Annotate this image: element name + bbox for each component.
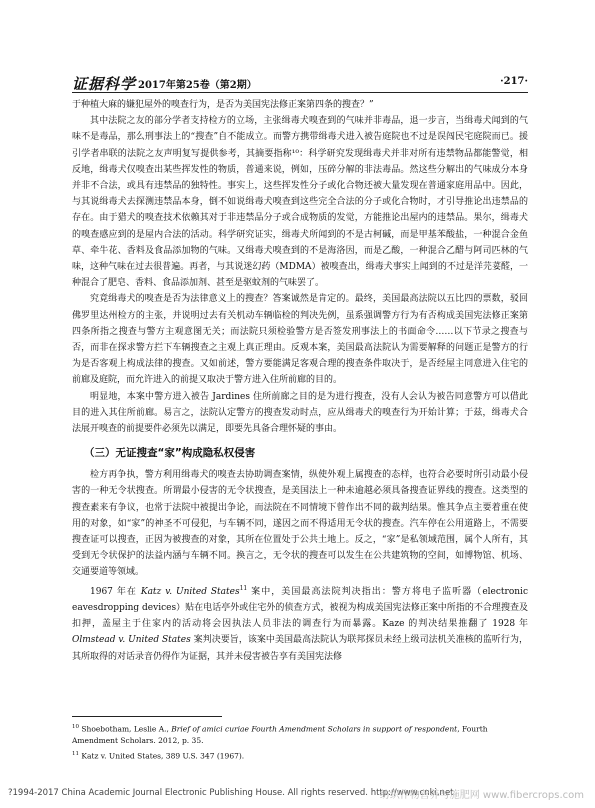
footnote bbox=[72, 722, 528, 747]
footnote-ref[interactable]: 11 bbox=[239, 584, 248, 592]
page-number: ·217· bbox=[500, 76, 528, 87]
paragraph: 于种植大麻的嫌犯屋外的嗅查行为，是否为美国宪法修正案第四条的搜查？” bbox=[72, 100, 374, 110]
copyright-line: ?1994-2017 China Academic Journal Electronic Publishing House. All rights reserved. http://www.cnki.net bbox=[8, 788, 454, 798]
footnote-number: 10 bbox=[72, 724, 79, 730]
katz-lead: 1967 年在 bbox=[90, 586, 141, 597]
journal-issue: 2017年第25卷（第2期） bbox=[138, 80, 257, 91]
section-heading: （三）无证搜查“家”构成隐私权侵害 bbox=[84, 447, 256, 460]
footnote bbox=[72, 749, 528, 762]
paragraph: 究竟缉毒犬的嗅查是否为法律意义上的搜查？答案诚然是肯定的。最终，美国最高法院以五比四的票数，驳回佛罗里达州检方的主张，并说明过去有关机动车辆临检的判决先例，虽系强调警方行为有否构成美国宪法修正案第四条所指之搜查与警方主观意图无关；而法院只须检验警方是否签发刑事法上的书面命令……以下节录之搜查与否，而非在探求警方拦下车辆搜查之主观上真正理由。反观本案，美国最高法院认为需要解释的问题正是警方的行为是否客观上构成法律的搜查。又如前述，警方要能满足客观合理的搜查条件取决于，是否经屋主同意进入住宅的前廊及庭院，而允许进入的前提又取决于警方进入住所前廊的目的。 bbox=[72, 294, 528, 386]
journal-logo: 证据科学 bbox=[72, 75, 137, 93]
watermark: 纺织作物营养与施肥网 www.fibercrops.com bbox=[379, 790, 584, 801]
footnote-number: 11 bbox=[72, 750, 79, 757]
footnote-text: Shoebotham, Leslie A., bbox=[79, 724, 172, 734]
header-rule bbox=[72, 92, 528, 93]
article-body bbox=[72, 97, 528, 665]
footnote-title: Brief of amici curiae Fourth Amendment Scholars in support of respondent bbox=[171, 724, 458, 734]
paragraph-katz bbox=[72, 581, 528, 665]
case-name: Olmstead v. United States bbox=[72, 635, 191, 646]
footnote-rule bbox=[72, 716, 222, 717]
katz-text-2: 案判决要旨，该案中美国最高法院认为联邦探员未经上级司法机关准核的监听行为，其所取得的对话录音仍得作为证据，其并未侵害被告享有美国宪法修 bbox=[72, 635, 528, 662]
footnote-text: , Fourth Amendment Scholars. 2012, p. 35. bbox=[72, 724, 488, 745]
page-header bbox=[72, 73, 528, 93]
paragraph: 检方再争执，警方利用缉毒犬的嗅查去协助调查案情，纵使外观上属搜查的态样，也符合必要时所引动最小侵害的一种无令状搜查。所谓最小侵害的无令状搜查，是美国法上一种未逾越必须具备搜查证界线的搜查。这类型的搜查素来有争议，也常于法院中被提出争论，而法院在不同情境下曾作出不同的裁判结果。惟其争点主要着重在使用的对象，如“家”的神圣不可侵犯，与车辆不同，遂因之而不得适用无令状的搜查。汽车停在公用道路上，不需要搜查证可以搜查，正因为被搜查的对象，其所在位置处于公共土地上。反之，“家”是私领域范围，属个人所有，其受到无令状保护的法益内涵与车辆不同。换言之，无令状的搜查可以发生在公共建筑物的空间，如博物馆、机场、交通要道等领域。 bbox=[72, 470, 528, 578]
footnote-text: Katz v. United States, 389 U.S. 347 (1967). bbox=[79, 751, 245, 760]
case-name: Katz v. United States bbox=[140, 586, 240, 597]
footnotes bbox=[72, 722, 528, 764]
katz-text: 案中，美国最高法院判决指出：警方将电子监听器（electronic eavesdropping devices）贴在电话亭外或住宅外的侦查方式，被视为构成美国宪法修正案中所指的不合理搜查及扣押，盖屋主于住家内的活动将会因执法人员非法的调查行为而暴露。Kaze 的判决结果推翻了 1928 年 bbox=[72, 586, 528, 630]
paragraph: 明显地，本案中警方进入被告 Jardines 住所前廊之目的是为进行搜查，没有人会认为被告同意警方可以借此目的进入其住所前廊。易言之，法院认定警方的搜查发动时点，应从缉毒犬的嗅查行为开始计算；于兹，缉毒犬合法展开嗅查的前提要件必须先以满足，即要先具备合理怀疑的事由。 bbox=[72, 391, 528, 435]
paragraph: 其中法院之友的部分学者支持检方的立场，主张缉毒犬嗅查到的气味并非毒品，退一步言，当缉毒犬闻到的气味不是毒品，那么刑事法上的“搜查”自不能成立。而警方携带缉毒犬进入被告庭院也不过是误闯民宅庭院而已。援引学者串联的法院之友声明复写提供参考，其摘要指称¹⁰：科学研究发现缉毒犬并非对所有违禁物品都能警觉，相反地，缉毒犬仅嗅查出某些挥发性的物质，普通来说，例如，压碎分解的非法毒品。然这些分解出的气味成分本身并非不合法，或具有违禁品的独特性。事实上，这些挥发性分子或化合物还被大量发现在普通家庭用品中。因此，与其说缉毒犬去探测违禁品本身，倒不如说缉毒犬嗅查到这些完全合法的分子或化合物时，才引导推论出违禁品的存在。由于猎犬的嗅查技术依赖其对于非违禁品分子或合成物质的发觉，方能推论出屋内的违禁品。果尔，缉毒犬的嗅查感应到的是屋内合法的活动。科学研究证实，缉毒犬所闻到的不是古柯碱，而是甲基苯酸盐，一种混合金鱼草、牵牛花、香料及食品添加物的气味。又缉毒犬嗅查到的不是海洛因，而是乙酸，一种混合乙醋与阿司匹林的气味，这种气味在过去很普遍。再者，与其说迷幻药（MDMA）被嗅查出，缉毒犬事实上闻到的不过是洋芫荽醛，一种混合了肥皂、香料、食品添加剂、甚至是驱蚊剂的气味罢了。 bbox=[72, 116, 528, 289]
